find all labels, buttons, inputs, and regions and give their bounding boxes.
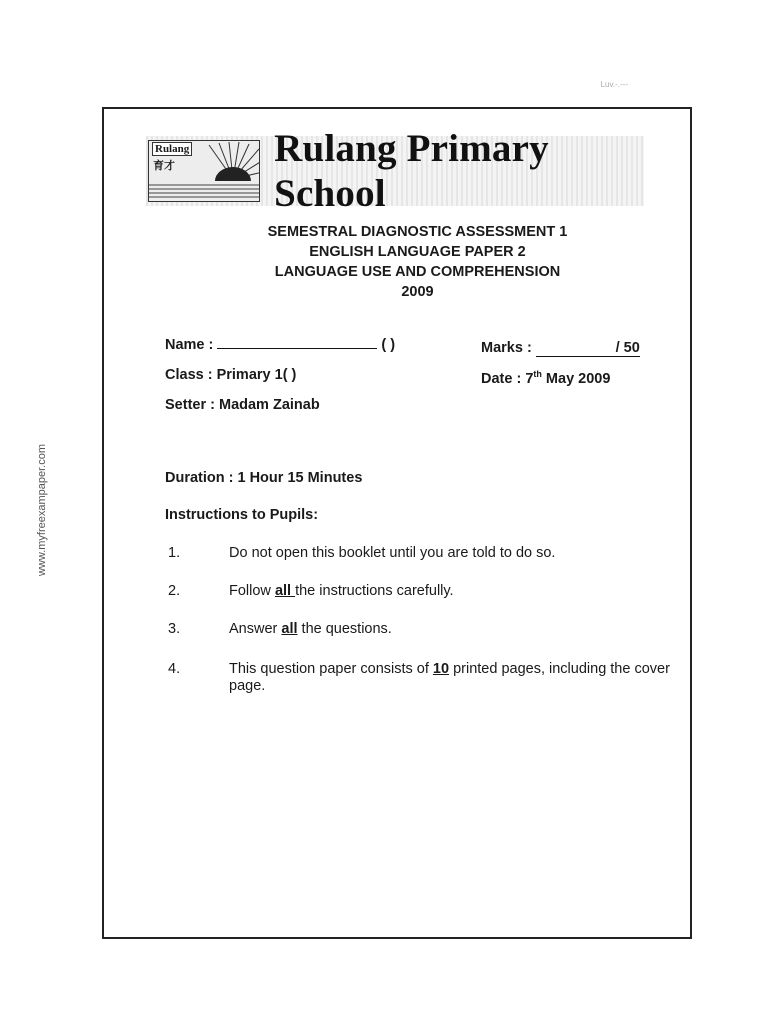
paper-title: ENGLISH LANGUAGE PAPER 2: [309, 244, 526, 260]
instruction-text-part: Answer: [229, 621, 282, 637]
class-value: : Primary 1( ): [207, 367, 297, 383]
instruction-text-part: the instructions carefully.: [295, 583, 454, 599]
date-label: Date: [481, 370, 513, 387]
instruction-text-part: This question paper consists of: [229, 661, 433, 677]
school-name: Rulang Primary School: [274, 127, 549, 215]
marks-label: Marks :: [481, 340, 532, 356]
date-ordinal: th: [533, 369, 542, 379]
instruction-number: 2.: [168, 583, 181, 599]
setter-field: [165, 397, 320, 413]
school-logo: [148, 140, 260, 202]
index-number-paren: ( ): [381, 337, 396, 353]
instruction-text-part: Follow: [229, 583, 275, 599]
name-field: [165, 337, 395, 353]
instruction-text-part: the questions.: [297, 621, 392, 637]
instruction-emphasis: all: [281, 621, 298, 637]
logo-chinese-text: 育才: [153, 160, 175, 172]
class-field: [165, 367, 296, 383]
assessment-year: 2009: [401, 284, 434, 300]
instruction-emphasis: all: [274, 583, 296, 599]
instruction-text: [229, 661, 684, 695]
instruction-emphasis: 10: [432, 661, 450, 677]
setter-label: Setter: [165, 397, 207, 413]
duration: Duration : 1 Hour 15 Minutes: [165, 470, 363, 486]
instruction-number: 1.: [168, 545, 181, 561]
name-label: Name :: [165, 337, 214, 353]
instruction-number: 3.: [168, 621, 181, 637]
school-banner: [146, 127, 644, 215]
instruction-text-part: printed pages, including the cover page.: [229, 661, 670, 694]
setter-value: : Madam Zainab: [210, 397, 320, 413]
name-blank[interactable]: [217, 348, 377, 349]
site-watermark: www.myfreexampaper.com: [36, 443, 48, 577]
marks-blank[interactable]: [536, 340, 640, 357]
date-separator: :: [512, 370, 526, 387]
logo-wordmark: Rulang: [152, 142, 192, 156]
date-day: 7: [525, 370, 534, 387]
instruction-text: [229, 583, 684, 600]
date-field: [481, 369, 610, 387]
date-month-year: May 2009: [541, 370, 611, 387]
marks-field: [481, 340, 640, 357]
instruction-text: Do not open this booklet until you are told to do so.: [229, 545, 556, 561]
corner-mark: Luv.-.---: [600, 80, 628, 89]
paper-subtitle: LANGUAGE USE AND COMPREHENSION: [274, 264, 561, 280]
instructions-title: Instructions to Pupils:: [165, 507, 319, 523]
instruction-number: 4.: [168, 661, 181, 677]
assessment-title: SEMESTRAL DIAGNOSTIC ASSESSMENT 1: [267, 224, 568, 240]
class-label: Class: [165, 367, 204, 383]
instruction-text: [229, 621, 684, 638]
marks-total: / 50: [615, 340, 640, 356]
